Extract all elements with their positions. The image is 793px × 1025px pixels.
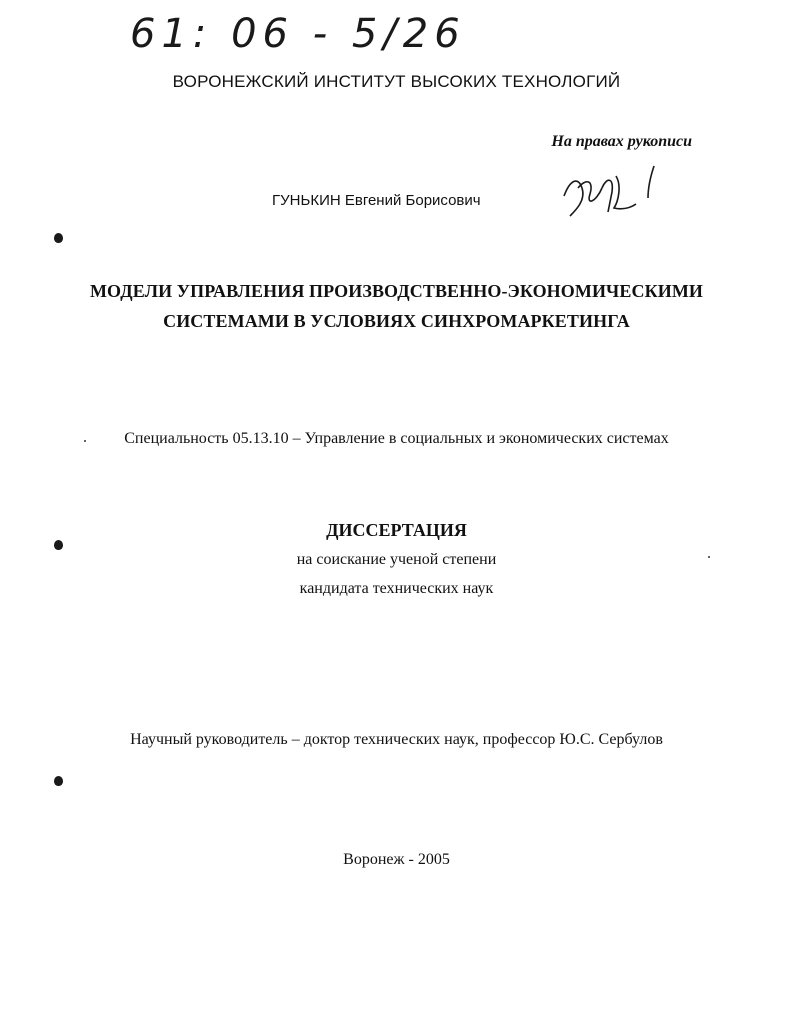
punch-hole (54, 540, 63, 550)
rights-note: На правах рукописи (551, 133, 692, 150)
author-name: ГУНЬКИН Евгений Борисович (272, 192, 481, 209)
work-type-line-2: кандидата технических наук (299, 580, 494, 597)
scan-speck (84, 440, 86, 442)
work-type-line-1: на соискание ученой степени (296, 551, 497, 568)
punch-hole (54, 776, 63, 786)
work-type-heading: ДИССЕРТАЦИЯ (326, 520, 467, 540)
supervisor-line: Научный руководитель – доктор технических наук, профессор Ю.С. Сербулов (130, 731, 663, 748)
scan-speck (708, 556, 710, 558)
archive-number: 61: 06 - 5/26 (130, 11, 466, 57)
dissertation-title-line-2: СИСТЕМАМИ В УСЛОВИЯХ СИНХРОМАРКЕТИНГА (163, 311, 630, 331)
institution-name: ВОРОНЕЖСКИЙ ИНСТИТУТ ВЫСОКИХ ТЕХНОЛОГИЙ (172, 72, 621, 91)
specialty-line: Специальность 05.13.10 – Управление в социальных и экономических системах (124, 430, 669, 447)
dissertation-title-line-1: МОДЕЛИ УПРАВЛЕНИЯ ПРОИЗВОДСТВЕННО-ЭКОНОМИЧЕСКИМИ (89, 281, 704, 301)
city-year: Воронеж - 2005 (343, 851, 450, 868)
author-signature (556, 158, 676, 228)
punch-hole (54, 233, 63, 243)
